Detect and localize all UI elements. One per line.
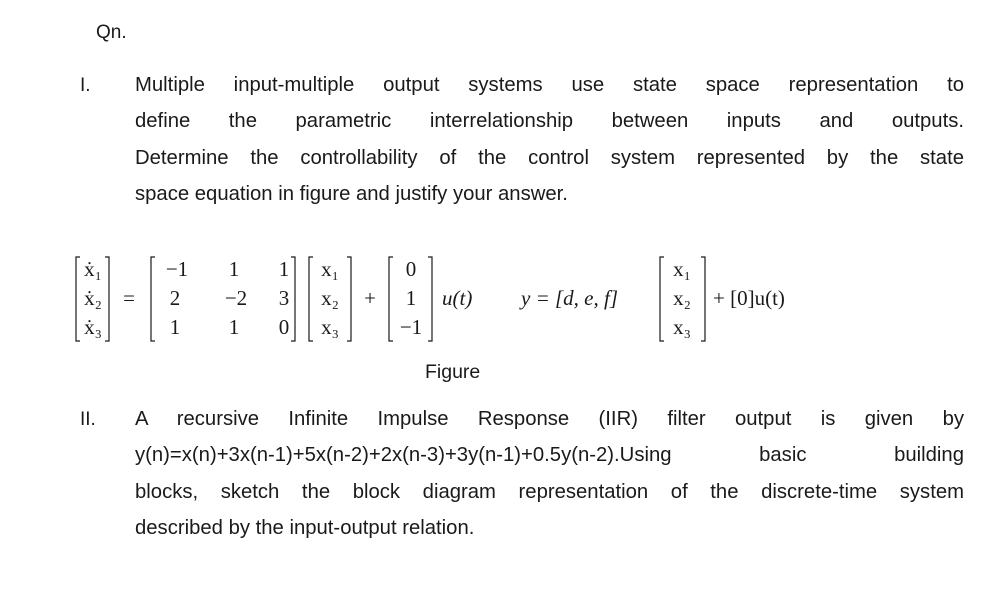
matrix-b-entry: 0 xyxy=(405,257,417,281)
question-2-line: blocks, sketch the block diagram representation of the discrete-time system xyxy=(135,480,964,503)
matrix-a-entry: −2 xyxy=(224,286,248,310)
question-1-line: space equation in figure and justify your answer. xyxy=(135,183,568,206)
question-1-line: Multiple input-multiple output systems use state space representation to xyxy=(135,74,964,96)
output-state-entry: x₁ xyxy=(673,257,691,281)
question-1-number: I. xyxy=(80,75,91,96)
matrix-a-entry: 1 xyxy=(169,315,181,339)
question-1-line: Determine the controllability of the control system represented by the state xyxy=(135,146,964,169)
question-2-line: A recursive Infinite Impulse Response (IIR) filter output is given by xyxy=(135,408,964,430)
matrix-a-entry: 2 xyxy=(169,286,181,310)
output-state-entry: x₃ xyxy=(673,315,691,339)
matrix-a-entry: 0 xyxy=(278,315,290,339)
lhs-entry: ẋ₁ xyxy=(84,257,102,281)
state-vector-entry: x₁ xyxy=(321,257,339,281)
lhs-entry: ẋ₂ xyxy=(84,286,102,310)
question-2-number: II. xyxy=(80,409,96,430)
lhs-entry: ẋ₃ xyxy=(84,315,102,339)
question-2-text xyxy=(135,401,964,547)
question-2-line: y(n)=x(n)+3x(n-1)+5x(n-2)+2x(n-3)+3y(n-1)+0.5y(n-2).Using basic building xyxy=(135,444,964,467)
state-vector-entry: x₃ xyxy=(321,315,339,339)
question-header: Qn. xyxy=(96,22,127,43)
output-state-entry: x₂ xyxy=(673,286,691,310)
plus-sign: + xyxy=(364,286,376,310)
matrix-a-entry: 1 xyxy=(228,315,240,339)
output-equation-tail: + [0]u(t) xyxy=(713,286,785,310)
matrix-a-entry: 1 xyxy=(228,257,240,281)
question-1-line: define the parametric interrelationship between inputs and outputs. xyxy=(135,110,964,133)
matrix-a-entry: 3 xyxy=(278,286,290,310)
matrix-a-entry: −1 xyxy=(165,257,189,281)
matrix-b-entry: 1 xyxy=(405,286,417,310)
equals-sign: = xyxy=(123,286,135,310)
figure-caption: Figure xyxy=(425,361,481,383)
question-2-line: described by the input-output relation. xyxy=(135,517,475,540)
state-vector-entry: x₂ xyxy=(321,286,339,310)
matrix-a-entry: 1 xyxy=(278,257,290,281)
matrix-b-entry: −1 xyxy=(399,315,423,339)
input-signal: u(t) xyxy=(442,286,473,310)
output-equation-prefix: y = [d, e, f] xyxy=(521,286,618,310)
